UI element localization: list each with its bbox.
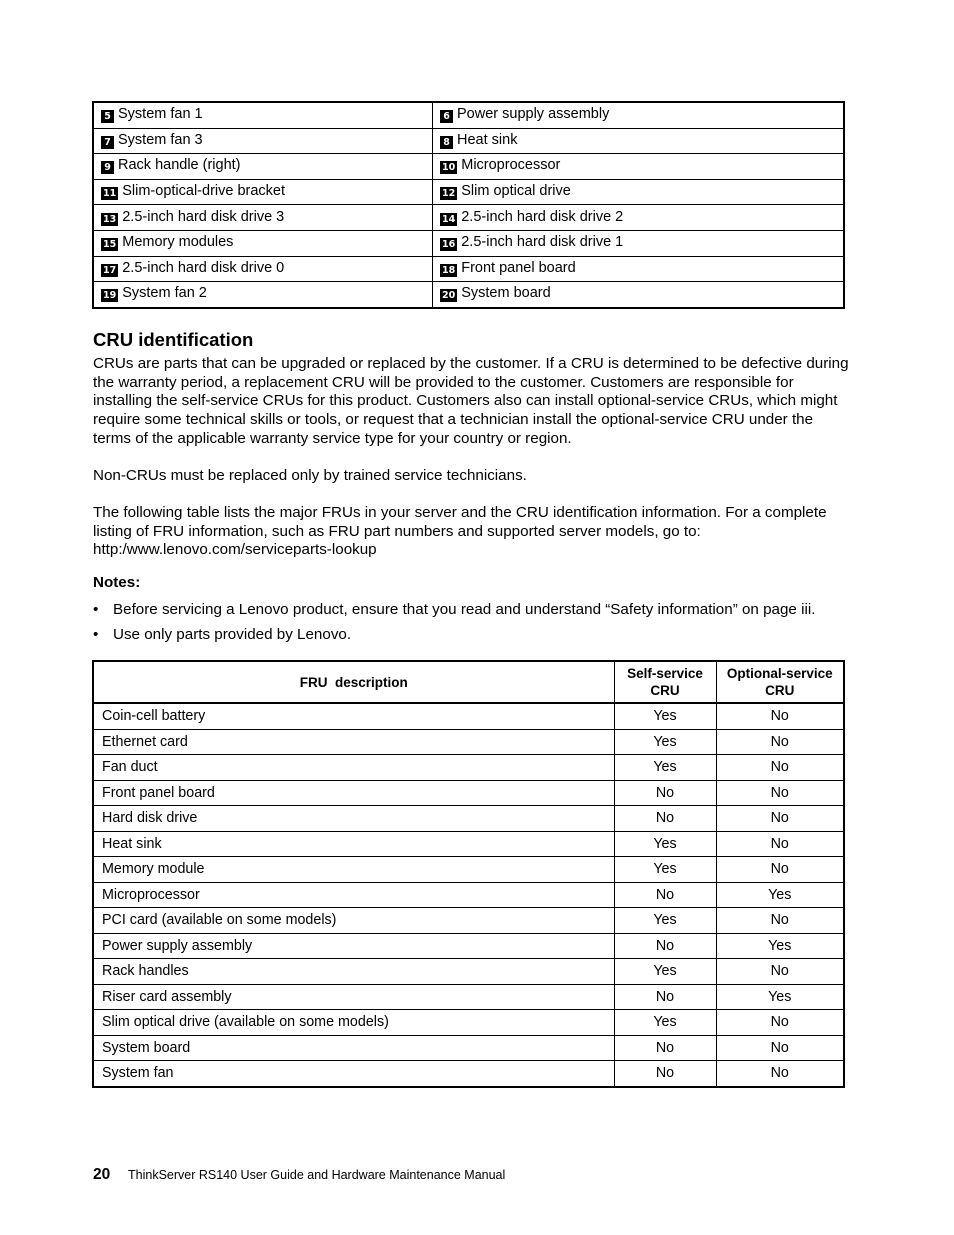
fru-description-cell: Riser card assembly [93, 984, 614, 1010]
callout-number-badge: 14 [442, 213, 456, 225]
fru-table-header-row [93, 661, 844, 703]
callout-label: 2.5-inch hard disk drive 0 [122, 259, 285, 276]
callout-row [93, 230, 844, 256]
callout-cell [93, 179, 433, 205]
callout-cell [433, 154, 845, 180]
callout-label: System fan 2 [122, 285, 207, 302]
callout-cell [433, 282, 845, 308]
header-optional-service-cru: Optional-service CRU [716, 661, 844, 703]
callout-number-badge: 20 [442, 290, 456, 302]
callout-label: Slim optical drive [461, 183, 571, 200]
callout-label: System fan 1 [118, 106, 203, 123]
callout-cell [433, 179, 845, 205]
callout-label: 2.5-inch hard disk drive 2 [461, 208, 624, 225]
table-row [93, 729, 844, 755]
callout-number-badge: 16 [442, 239, 456, 251]
self-service-cell: Yes [614, 1010, 716, 1036]
fru-description-cell: Heat sink [93, 831, 614, 857]
fru-table [92, 660, 845, 1088]
fru-description-cell: Hard disk drive [93, 806, 614, 832]
callout-label: Heat sink [457, 131, 518, 148]
optional-service-cell: No [716, 908, 844, 934]
callout-number-badge: 5 [101, 110, 114, 123]
callout-number-badge: 15 [103, 239, 117, 251]
optional-service-cell: Yes [716, 984, 844, 1010]
table-row [93, 882, 844, 908]
table-row [93, 1061, 844, 1087]
bullet-icon: • [93, 601, 99, 618]
fru-description-cell: System fan [93, 1061, 614, 1087]
self-service-cell: Yes [614, 831, 716, 857]
callout-number-badge: 10 [442, 162, 456, 174]
intro-paragraph: CRUs are parts that can be upgraded or replaced by the customer. If a CRU is determined to be defective during the warranty period, a replacement CRU will be provided to the customer. Customers are responsible for installing the self-service CRUs for this product. Customers also can install optional-service CRUs, which might require some technical skills or tools, or request that a technician install the optional-service CRU under the terms of the applicable warranty service type for your country or region. [93, 355, 849, 447]
callout-row [93, 205, 844, 231]
callout-label: Microprocessor [461, 157, 561, 174]
self-service-cell: No [614, 882, 716, 908]
page-number: 20 [93, 1166, 111, 1183]
callout-row [93, 102, 844, 128]
table-row [93, 806, 844, 832]
optional-service-cell: No [716, 857, 844, 883]
callout-label: 2.5-inch hard disk drive 1 [461, 234, 624, 251]
self-service-cell: No [614, 984, 716, 1010]
table-row [93, 908, 844, 934]
table-row [93, 1010, 844, 1036]
fru-description-cell: Front panel board [93, 780, 614, 806]
self-service-cell: Yes [614, 755, 716, 781]
callout-row [93, 154, 844, 180]
note-item [93, 626, 815, 644]
callout-cell [93, 256, 433, 282]
bullet-icon: • [93, 626, 99, 643]
callout-row [93, 282, 844, 308]
fru-description-cell: System board [93, 1035, 614, 1061]
fru-description-cell: Slim optical drive (available on some models) [93, 1010, 614, 1036]
note-text: Before servicing a Lenovo product, ensure that you read and understand “Safety information” on page iii. [113, 601, 816, 618]
optional-service-cell: Yes [716, 933, 844, 959]
callout-number-badge: 6 [440, 110, 453, 123]
callout-cell [93, 282, 433, 308]
callout-row [93, 128, 844, 154]
callout-number-badge: 13 [103, 213, 117, 225]
self-service-cell: No [614, 1035, 716, 1061]
callout-number-badge: 7 [101, 136, 114, 149]
callout-number-badge: 17 [103, 264, 117, 276]
callout-cell [93, 205, 433, 231]
fru-description-cell: Ethernet card [93, 729, 614, 755]
table-row [93, 703, 844, 729]
callout-cell [433, 256, 845, 282]
table-row [93, 933, 844, 959]
optional-service-cell: No [716, 780, 844, 806]
self-service-cell: Yes [614, 703, 716, 729]
fru-description-cell: Coin-cell battery [93, 703, 614, 729]
callout-row [93, 256, 844, 282]
optional-service-cell: No [716, 1061, 844, 1087]
optional-service-cell: No [716, 806, 844, 832]
callout-label: Slim-optical-drive bracket [122, 183, 286, 200]
callout-table-body [93, 102, 844, 308]
optional-service-cell: No [716, 1035, 844, 1061]
optional-service-cell: No [716, 703, 844, 729]
callout-label: Memory modules [122, 234, 234, 251]
fru-description-cell: PCI card (available on some models) [93, 908, 614, 934]
callout-number-badge: 8 [440, 136, 453, 149]
callout-label: Front panel board [461, 259, 576, 276]
optional-service-cell: No [716, 959, 844, 985]
callout-cell [433, 230, 845, 256]
header-self-service-cru: Self-service CRU [614, 661, 716, 703]
non-cru-paragraph: Non-CRUs must be replaced only by trained service technicians. [93, 467, 527, 484]
header-fru-description: FRU description [93, 661, 614, 703]
self-service-cell: Yes [614, 908, 716, 934]
fru-description-cell: Memory module [93, 857, 614, 883]
fru-description-cell: Power supply assembly [93, 933, 614, 959]
callout-label: System board [461, 285, 551, 302]
callout-cell [433, 102, 845, 128]
note-text: Use only parts provided by Lenovo. [113, 626, 352, 643]
callout-label: 2.5-inch hard disk drive 3 [122, 208, 285, 225]
callout-cell [93, 128, 433, 154]
optional-service-cell: Yes [716, 882, 844, 908]
table-row [93, 1035, 844, 1061]
self-service-cell: No [614, 1061, 716, 1087]
fru-description-cell: Fan duct [93, 755, 614, 781]
table-row [93, 831, 844, 857]
callout-cell [93, 230, 433, 256]
optional-service-cell: No [716, 729, 844, 755]
notes-list [93, 601, 815, 651]
callout-number-badge: 19 [103, 290, 117, 302]
callout-label: System fan 3 [118, 131, 203, 148]
callout-number-badge: 9 [101, 161, 114, 174]
table-row [93, 857, 844, 883]
table-row [93, 959, 844, 985]
self-service-cell: Yes [614, 857, 716, 883]
optional-service-cell: No [716, 1010, 844, 1036]
table-row [93, 755, 844, 781]
self-service-cell: No [614, 780, 716, 806]
callout-label: Rack handle (right) [118, 157, 241, 174]
self-service-cell: No [614, 806, 716, 832]
notes-label: Notes: [93, 574, 141, 591]
fru-description-cell: Rack handles [93, 959, 614, 985]
callout-label: Power supply assembly [457, 106, 610, 123]
fru-info-paragraph: The following table lists the major FRUs in your server and the CRU identification information. For a complete listing of FRU information, such as FRU part numbers and supported server models, go to: http:/www.lenovo.com/serviceparts-lookup [93, 504, 827, 559]
table-row [93, 984, 844, 1010]
optional-service-cell: No [716, 831, 844, 857]
callout-number-badge: 18 [442, 264, 456, 276]
fru-description-cell: Microprocessor [93, 882, 614, 908]
self-service-cell: Yes [614, 729, 716, 755]
callout-cell [93, 102, 433, 128]
callout-cell [433, 205, 845, 231]
callout-number-badge: 12 [442, 188, 456, 200]
callout-table [92, 101, 845, 309]
section-heading: CRU identification [93, 329, 254, 350]
optional-service-cell: No [716, 755, 844, 781]
callout-cell [93, 154, 433, 180]
callout-row [93, 179, 844, 205]
callout-number-badge: 11 [103, 188, 117, 200]
footer-title: ThinkServer RS140 User Guide and Hardware Maintenance Manual [128, 1168, 506, 1182]
table-row [93, 780, 844, 806]
self-service-cell: Yes [614, 959, 716, 985]
self-service-cell: No [614, 933, 716, 959]
note-item [93, 601, 815, 619]
callout-cell [433, 128, 845, 154]
